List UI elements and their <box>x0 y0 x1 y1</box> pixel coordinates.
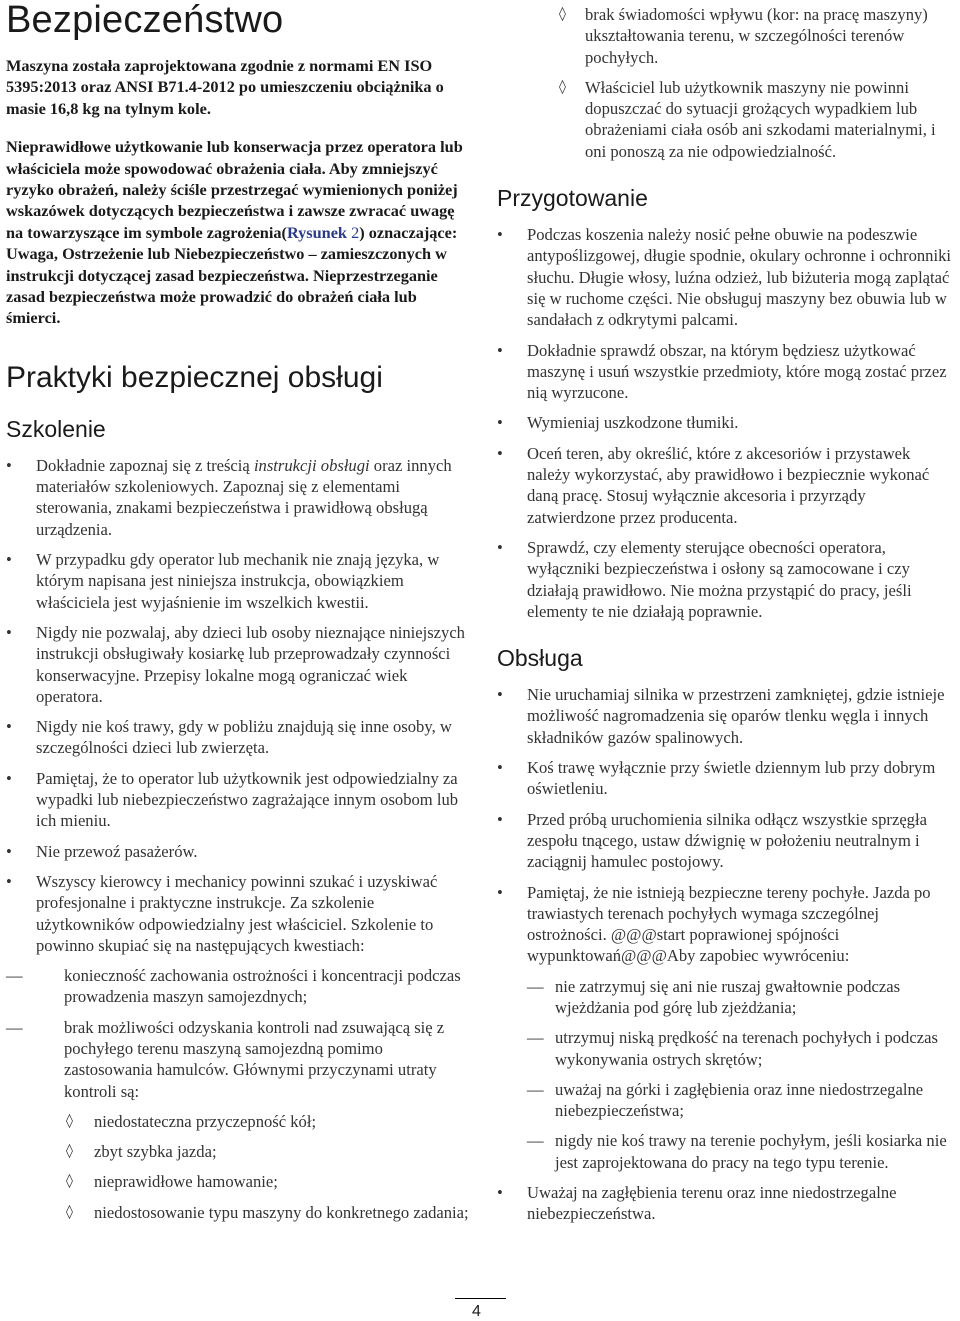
bullet-icon: • <box>497 685 503 705</box>
sub-list-item: — uważaj na górki i zagłębienia oraz inne niedostrzegalne niebezpieczeństwa; <box>527 1079 924 1121</box>
sub-list-item: — brak możliwości odzyskania kontroli nad zsuwającą się z pochyłego terenu maszyną samojezdną pomimo zastosowania hamulców. Głównymi przyczynami utraty kontroli są: <box>6 1017 445 1101</box>
bullet-icon: • <box>497 340 503 360</box>
list-item: • Pamiętaj, że to operator lub użytkownik jest odpowiedzialny za wypadki lub niebezpieczeństwo zagrażające innym osobom lub ich mieniu. <box>6 768 459 831</box>
left-column <box>6 0 472 1223</box>
bullet-icon: • <box>6 871 12 891</box>
diamond-icon: ◊ <box>559 78 566 95</box>
list-item: • Dokładnie zapoznaj się z treścią instrukcji obsługi oraz innych materiałów szkoleniowych. Zapoznaj się z elementami sterowania, znakami bezpieczeństwa i prawidłową obsługą urządzenia. <box>6 455 452 539</box>
diamond-list-item: ◊ niedostosowanie typu maszyny do konkretnego zadania; <box>66 1202 469 1222</box>
list-item: • Uważaj na zagłębienia terenu oraz inne niedostrzegalne niebezpieczeństwa. <box>497 1183 897 1224</box>
sub-list-item: — nie zatrzymuj się ani nie ruszaj gwałtownie podczas wjeżdżania pod górę lub zjeżdżania; <box>527 976 901 1017</box>
dash-icon: — <box>527 1131 544 1151</box>
page-title: Bezpieczeństwo <box>6 0 284 41</box>
section-title-safe-practices: Praktyki bezpiecznej obsługi <box>6 360 383 394</box>
bullet-icon: • <box>497 1183 503 1203</box>
list-item: • Sprawdź, czy elementy sterujące obecności operatora, wyłączniki bezpieczeństwa i osłony są zamocowane i czy działają prawidłowo. Nie można przystąpić do pracy, jeśli elementy te nie działają poprawnie. <box>497 537 912 621</box>
bullet-icon: • <box>497 537 503 557</box>
diamond-icon: ◊ <box>66 1112 73 1129</box>
bullet-icon: • <box>6 717 12 737</box>
list-item: • Podczas koszenia należy nosić pełne obuwie na podeszwie antypoślizgowej, długie spodnie, okulary ochronne i ochronniki słuchu. Długie włosy, luźna odzież, lub biżuteria mogą zaplątać się w ruchome części. Nie obsługuj maszyny bez obuwia lub w sandałach z odkrytymi palcami. <box>497 225 951 330</box>
list-item: • Nie przewoź pasażerów. <box>6 841 198 861</box>
list-item: • Wymieniaj uszkodzone tłumiki. <box>497 413 739 433</box>
bullet-icon: • <box>497 809 503 829</box>
bullet-icon: • <box>497 882 503 902</box>
operation-list-continued <box>497 1182 957 1225</box>
list-item: • Wszyscy kierowcy i mechanicy powinni szukać i uzyskiwać profesjonalne i praktyczne instrukcje. Za szkolenie użytkowników odpowiedzialny jest właściciel. Szkolenie to powinno skupiać się na następujących kwestiach: <box>6 871 438 955</box>
bullet-icon: • <box>6 455 12 475</box>
dash-icon: — <box>527 976 544 996</box>
bullet-icon: • <box>6 841 12 861</box>
loss-of-control-list-continued <box>557 4 957 68</box>
list-item: • Pamiętaj, że nie istnieją bezpieczne tereny pochyłe. Jazda po trawiastych terenach pochyłych wymaga szczególnej ostrożności. @@@start poprawionej spójności wypunktowań@@@Aby zapobiec wywróceniu: <box>497 882 931 966</box>
bullet-icon: • <box>497 225 503 245</box>
intro-paragraph-warning <box>6 136 472 329</box>
dash-icon: — <box>527 1079 544 1099</box>
preparation-list <box>497 224 957 622</box>
training-list <box>6 455 472 956</box>
page-number-rule <box>455 1298 506 1299</box>
rollover-prevention-list <box>527 976 957 1173</box>
list-item: • Dokładnie sprawdź obszar, na którym będziesz użytkować maszynę i usuń wszystkie przedmioty, które mogą zostać przez nią wyrzucone. <box>497 340 947 403</box>
intro-text-part1: Nieprawidłowe użytkowanie lub konserwacja przez operatora lub właściciela może spowodować obrażenia ciała. Aby zmniejszyć ryzyko obrażeń, należy ściśle przestrzegać wymienionych poniżej wskazówek dotyczących bezpieczeństwa i zawsze zwracać uwagę na towarzyszące im symbole zagrożenia( <box>6 137 463 242</box>
diamond-list-item: ◊ brak świadomości wpływu (kor: na pracę maszyny) ukształtowania terenu, w szczególności terenów pochyłych. <box>559 5 928 67</box>
dash-icon: — <box>6 966 23 986</box>
diamond-list-item: ◊ zbyt szybka jazda; <box>66 1142 217 1162</box>
list-item: • Przed próbą uruchomienia silnika odłącz wszystkie sprzęgła zespołu tnącego, ustaw dźwignię w położeniu neutralnym i zaciągnij hamulec postojowy. <box>497 809 927 872</box>
list-item: • Nigdy nie pozwalaj, aby dzieci lub osoby nieznające niniejszych instrukcji obsługiwały kosiarkę lub przeprowadzały czynności konserwacyjne. Przepisy lokalne mogą ograniczać wiek operatora. <box>6 622 465 706</box>
sub-list-item: — utrzymuj niską prędkość na terenach pochyłych i podczas wykonywania ostrych skrętów; <box>527 1028 938 1069</box>
figure-link-number[interactable]: 2 <box>347 222 360 242</box>
dash-icon: — <box>6 1017 23 1037</box>
bullet-icon: • <box>6 550 12 570</box>
subsection-title-preparation: Przygotowanie <box>497 185 648 212</box>
sub-list-item: — nigdy nie koś trawy na terenie pochyłym, jeśli kosiarka nie jest zaprojektowana do pracy na tego typu terenie. <box>527 1131 947 1172</box>
bullet-icon: • <box>497 443 503 463</box>
diamond-list-item: ◊ nieprawidłowe hamowanie; <box>66 1172 278 1192</box>
intro-paragraph-standards: Maszyna została zaprojektowana zgodnie z normami EN ISO 5395:2013 oraz ANSI B71.4-2012 po umieszczeniu obciążnika o masie 16,8 kg na tylnym kole. <box>6 56 444 118</box>
diamond-icon: ◊ <box>66 1173 73 1190</box>
list-item: • Nie uruchamiaj silnika w przestrzeni zamkniętej, gdzie istnieje możliwość nagromadzenia się oparów tlenku węgla i innych składników gazów spalinowych. <box>497 685 945 747</box>
intro-text-part2: ) oznaczające: Uwaga, Ostrzeżenie lub Niebezpieczeństwo – zamieszczonych w instrukcji dotyczącej zasad bezpieczeństwa. Nieprzestrzeganie zasad bezpieczeństwa może prowadzić do obrażeń ciała lub śmierci. <box>6 222 458 328</box>
manual-reference: instrukcji obsługi <box>253 455 370 475</box>
list-item: • Koś trawę wyłącznie przy świetle dziennym lub przy dobrym oświetleniu. <box>497 758 936 799</box>
figure-link[interactable]: Rysunek <box>286 222 347 242</box>
subsection-title-operation: Obsługa <box>497 645 583 672</box>
diamond-list-item: ◊ Właściciel lub użytkownik maszyny nie powinni dopuszczać do sytuacji grożących wypadkiem lub obrażeniami ciała osób ani szkodami materialnymi, i oni ponoszą za nie odpowiedzialność. <box>559 77 936 161</box>
loss-of-control-list <box>64 1111 472 1223</box>
list-item: • Oceń teren, aby określić, które z akcesoriów i przystawek należy wykorzystać, aby prawidłowo i bezpiecznie wykonać daną pracę. Stosuj wyłącznie akcesoria i przyrządy zatwierdzone przez producenta. <box>497 443 930 527</box>
list-item: • Nigdy nie koś trawy, gdy w pobliżu znajdują się inne osoby, w szczególności dzieci lub zwierzęta. <box>6 717 452 758</box>
subsection-title-training: Szkolenie <box>6 415 106 442</box>
bullet-icon: • <box>6 622 12 642</box>
right-column <box>497 0 957 1225</box>
diamond-icon: ◊ <box>66 1143 73 1160</box>
training-sub-list <box>6 965 472 1102</box>
diamond-list-item: ◊ niedostateczna przyczepność kół; <box>66 1111 317 1131</box>
bullet-icon: • <box>497 758 503 778</box>
sub-list-item: — konieczność zachowania ostrożności i koncentracji podczas prowadzenia maszyn samojezdnych; <box>6 966 461 1007</box>
diamond-icon: ◊ <box>66 1203 73 1220</box>
list-item: • W przypadku gdy operator lub mechanik nie znają języka, w którym napisana jest niniejsza instrukcja, obowiązkiem właściciela jest wyjaśnienie im wszelkich kwestii. <box>6 550 440 612</box>
bullet-icon: • <box>6 768 12 788</box>
dash-icon: — <box>527 1028 544 1048</box>
operation-list <box>497 684 957 967</box>
page-number: 4 <box>472 1303 481 1320</box>
training-list-continued <box>557 77 957 162</box>
diamond-icon: ◊ <box>559 6 566 22</box>
bullet-icon: • <box>497 413 503 433</box>
